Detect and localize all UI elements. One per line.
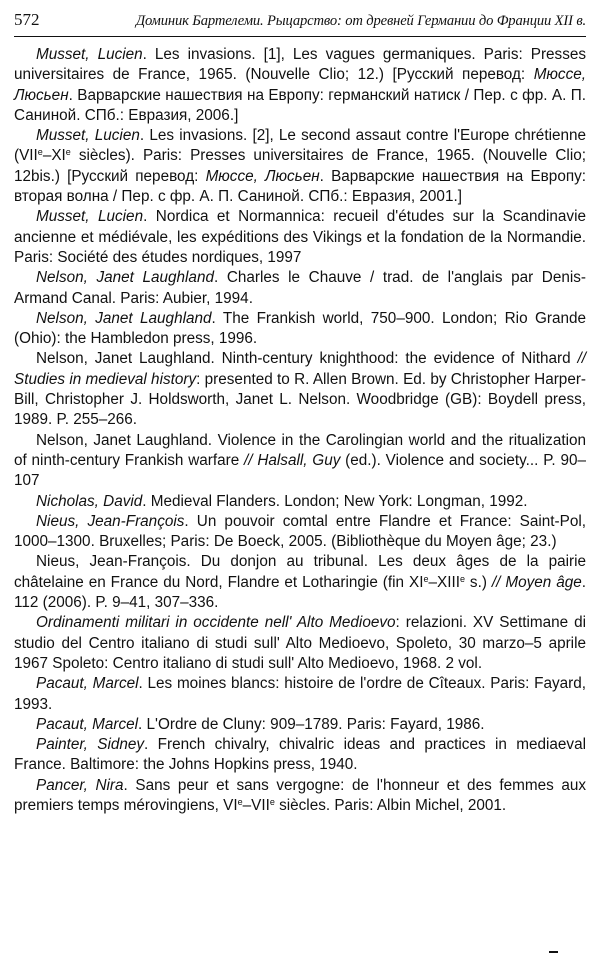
entry-author: Painter, Sidney	[36, 736, 145, 754]
entry-superscript: e	[37, 147, 43, 158]
bibliography-entry	[14, 431, 586, 492]
entry-author: Pancer, Nira	[36, 776, 124, 794]
entry-text: Nieus, Jean-François. Du donjon au tribunal. Les deux âges de la pairie châtelaine en France du Nord, Flandre et Lotharingie (fin XI	[14, 553, 586, 591]
entry-text: . Charles le Chauve / trad. de l'anglais par Denis-Armand Canal. Paris: Aubier, 1994.	[14, 269, 586, 307]
entry-text: . Les invasions. [2], Le second assaut contre l'Europe chrétienne (VII	[14, 127, 586, 165]
entry-text: . Варварские нашествия на Европу: германский натиск / Пер. с фр. А. П. Саниной. СПб.: Евразия, 2006.]	[14, 86, 586, 124]
entry-text: s.)	[464, 573, 492, 591]
bibliography-entry	[14, 715, 586, 735]
entry-text: –XI	[42, 147, 66, 165]
entry-text: . French chivalry, chivalric ideas and practices in mediaeval France. Baltimore: the Johns Hopkins press, 1940.	[14, 736, 586, 774]
bibliography-entry	[14, 552, 586, 613]
bibliography-entry	[14, 613, 586, 674]
book-page	[14, 10, 586, 816]
entry-italic-text: // Halsall, Guy	[244, 451, 341, 469]
bibliography-entry	[14, 45, 586, 126]
entry-text: . The Frankish world, 750–900. London; Rio Grande (Ohio): the Hambledon press, 1996.	[14, 309, 586, 348]
entry-italic-text: Мюссе, Люсьен	[14, 66, 586, 104]
bibliography-entry	[14, 735, 586, 776]
bibliography-entry	[14, 776, 586, 817]
entry-text: siècles). Paris: Presses universitaires de France, 1965. (Nouvelle Clio; 12bis.) [Русский перевод:	[14, 147, 586, 185]
entry-superscript: e	[65, 147, 71, 158]
entry-author: Pacaut, Marcel	[36, 675, 139, 693]
entry-text: : presented to R. Allen Brown. Ed. by Christopher Harper-Bill, Christopher J. Holdsworth, Janet L. Nelson. Woodbridge (GB): Boydell press, 1989. P. 255–266.	[14, 370, 587, 429]
entry-text: . Sans peur et sans vergogne: de l'honneur et des femmes aux premiers temps mérovingiens, VI	[14, 776, 586, 814]
entry-author: Musset, Lucien	[36, 127, 140, 145]
entry-text: Nelson, Janet Laughland. Ninth-century knighthood: the evidence of Nithard	[36, 350, 578, 368]
entry-text: . Варварские нашествия на Европу: вторая волна / Пер. с фр. А. П. Саниной. СПб.: Евразия, 2001.]	[14, 167, 587, 206]
entry-text: (ed.). Violence and society... P. 90–107	[14, 451, 586, 490]
entry-text: . Les invasions. [1], Les vagues germaniques. Paris: Presses universitaires de France, 1965. (Nouvelle Clio; 12.) [Русский перевод:	[14, 46, 586, 84]
bibliography-entry	[14, 309, 586, 350]
entry-superscript: e	[459, 573, 465, 584]
entry-text: . L'Ordre de Cluny: 909–1789. Paris: Fayard, 1986.	[138, 715, 485, 733]
bibliography-entry	[14, 674, 586, 715]
entry-author: Pacaut, Marcel	[36, 715, 139, 733]
entry-italic-text: // Studies in medieval history	[14, 350, 586, 388]
entry-text: . Les moines blancs: histoire de l'ordre de Cîteaux. Paris: Fayard, 1993.	[14, 675, 586, 713]
corner-mark	[549, 951, 558, 953]
page-header	[14, 10, 586, 37]
bibliography-entry	[14, 268, 586, 309]
entry-text: : relazioni. XV Settimane di studio del Centro italiano di studi sull' Alto Medioevo, Spoleto, 30 marzo–5 aprile 1967 Spoleto: Centro italiano di studi sull' Alto Medioevo, 1968. 2 vol.	[14, 614, 587, 672]
entry-author: Nicholas, David	[36, 492, 143, 510]
page-number: 572	[14, 10, 40, 29]
entry-superscript: e	[237, 796, 243, 807]
entry-author: Nelson, Janet Laughland	[36, 269, 214, 287]
entry-text: . Un pouvoir comtal entre Flandre et France: Saint-Pol, 1000–1300. Bruxelles; Paris: De Boeck, 2005. (Bibliothèque du Moyen âge; 23.)	[14, 512, 587, 551]
entry-author: Musset, Lucien	[36, 46, 143, 63]
entry-superscript: e	[423, 573, 429, 584]
bibliography-entry	[14, 512, 586, 553]
entry-text: . 112 (2006). P. 9–41, 307–336.	[14, 573, 586, 612]
entry-author: Ordinamenti militari in occidente nell' Alto Medioevo	[36, 614, 396, 632]
entry-author: Musset, Lucien	[36, 208, 144, 226]
bibliography-entry	[14, 492, 586, 512]
bibliography-entry	[14, 349, 586, 430]
entry-author: Nelson, Janet Laughland	[36, 309, 212, 327]
entry-superscript: e	[269, 796, 275, 807]
entry-text: . Medieval Flanders. London; New York: Longman, 1992.	[142, 492, 528, 510]
running-head: Доминик Бартелеми. Рыцарство: от древней Германии до Франции XII в.	[135, 13, 586, 29]
entry-text: Nelson, Janet Laughland. Violence in the Carolingian world and the ritualization of ninth-century Frankish warfare	[14, 431, 586, 469]
entry-text: –XIII	[428, 573, 460, 591]
entry-text: –VII	[242, 796, 270, 814]
bibliography-entry	[14, 126, 586, 207]
entry-text: . Nordica et Normannica: recueil d'études sur la Scandinavie ancienne et médiévale, les expéditions des Vikings et la fondation de la Normandie. Paris: Société des études nordiques, 1997	[14, 208, 586, 266]
bibliography-list	[14, 45, 586, 816]
entry-italic-text: // Moyen âge	[491, 573, 582, 591]
entry-author: Nieus, Jean-François	[36, 512, 185, 530]
entry-text: siècles. Paris: Albin Michel, 2001.	[274, 796, 507, 814]
entry-italic-text: Мюссе, Люсьен	[205, 167, 320, 185]
bibliography-entry	[14, 207, 586, 268]
